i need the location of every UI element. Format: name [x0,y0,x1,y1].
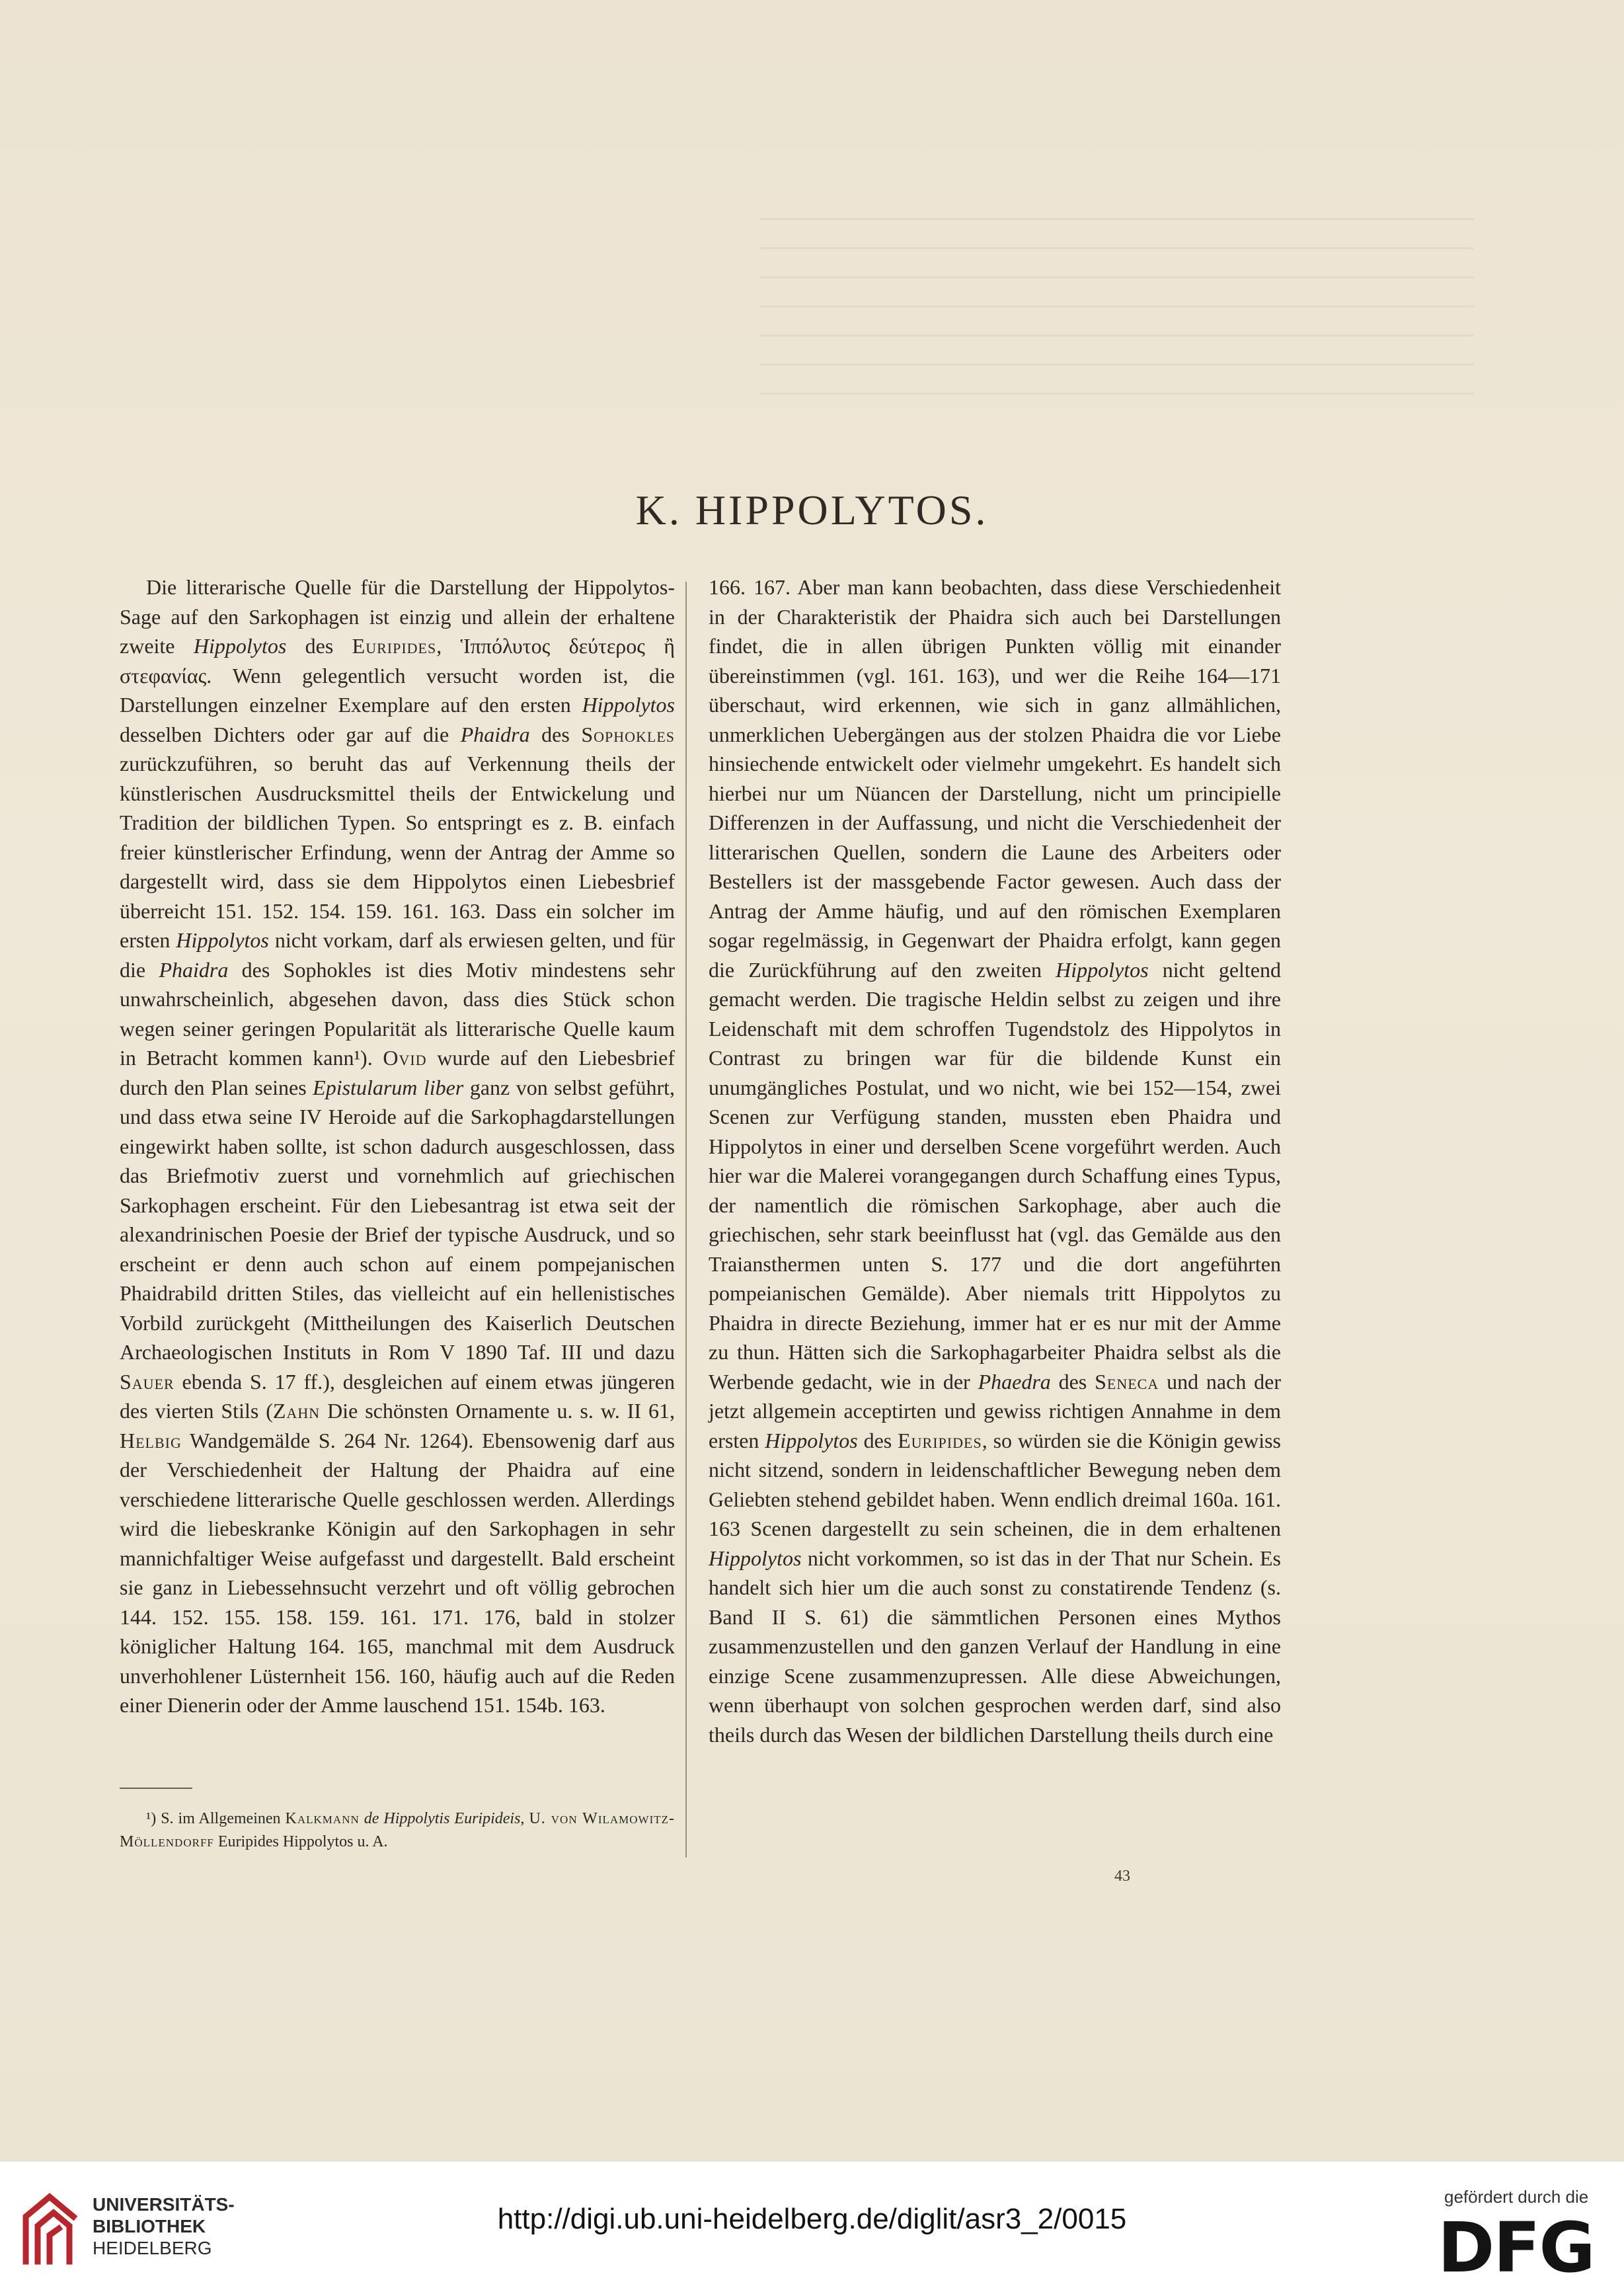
author-name-text: Euripides [898,1428,982,1452]
body-text-run: ¹) S. im Allgemeinen [146,1810,286,1827]
body-text-run: Die schönsten Ornamente u. s. w. II 61, [320,1399,676,1423]
author-name-text: Ovid [383,1046,427,1070]
body-text-run: nicht vorkommen, so ist das in der That nur Schein. Es handelt sich hier um die auch sonst zu constatirende Tendenz (s. Band II S. 61) die sämmtlichen Personen eines Mythos zusammenzustellen und den ganzen Verlauf der Handlung in eine einzige Scene zusammenzupressen. Alle diese Abweichungen, wenn überhaupt von solchen gesprochen werden darf, sind also theils durch das Wesen der bildlichen Darstellung theils durch eine [709,1546,1281,1747]
left-column-paragraph [120,572,675,1720]
italic-title-text: Phaidra [460,722,530,746]
footnote-rule [120,1788,192,1789]
column-divider [685,582,687,1858]
italic-title-text: Hippolytos [709,1546,802,1570]
library-name-line: UNIVERSITÄTS- [93,2194,235,2215]
body-text-run: des Sophokles ist dies Motiv mindestens sehr unwahrscheinlich, abgesehen davon, dass dies Stück schon wegen seiner geringen Popularität als litterarische Quelle kaum in Betracht kommen kann¹). [120,957,676,1070]
body-text-run: , [520,1810,529,1827]
body-text-run: nicht geltend gemacht werden. Die tragische Heldin selbst zu zeigen und ihre Leidenschaft mit dem schroffen Tugendstolz des Hippolytos in Contrast zu bringen war für die bildende Kunst ein unumgängliches Postulat, und wo nicht, wie bei 152—154, zwei Scenen zur Verfügung standen, mussten eben Phaidra und Hippolytos in einer und derselben Scene vorgeführt werden. Auch hier war die Malerei vorangegangen durch Schaffung eines Typus, der namentlich die römischen Sarkophage, aber auch die griechischen, sehr stark beeinflusst hat (vgl. das Gemälde aus den Traiansthermen unten S. 177 und die dort angeführten pompeianischen Gemälde). Aber niemals tritt Hippolytos zu Phaidra in directe Beziehung, immer hat er es nur mit der Amme zu thun. Hätten sich die Sarkophagarbeiter Phaidra selbst als die Werbende gedacht, wie in der [709,957,1282,1394]
bleed-through-texture [760,218,1474,416]
body-text-run: 166. 167. Aber man kann beobachten, dass diese Verschiedenheit in der Charakteristik der Phaidra sich auch bei Darstellungen findet, die in allen übrigen Punkten völlig mit einander übereinstimmen (vgl. 161. 163), und wer die Reihe 164—171 überschaut, wird erkennen, wie sich in ganz allmählichen, unmerklichen Uebergängen aus der stolzen Phaidra die vor Liebe hinsiechende entwickelt oder vielmehr umgekehrt. Es handelt sich hierbei nur um Nüancen der Darstellung, nicht um principielle Differenzen in der Auffassung, und nicht die Verschiedenheit der litterarischen Quellen, sondern die Laune des Arbeiters oder Bestellers ist der massgebende Factor gewesen. Auch dass der Antrag der Amme häufig, und auf den römischen Exemplaren sogar regelmässig, in Gegenwart der Phaidra erfolgt, kann gegen die Zurückführung auf den zweiten [709,575,1281,982]
body-text-run: des [529,722,582,746]
footer-bar [0,2162,1624,2290]
body-text-run: ganz von selbst geführt, und dass etwa seine IV Heroide auf die Sarkophagdarstellungen eingewirkt haben sollte, ist schon dadurch ausgeschlossen, dass das Briefmotiv zuerst und vornehmlich auf griechischen Sarkophagen erscheint. Für den Liebesantrag ist etwa seit der alexandrinischen Poesie der Brief der typische Ausdruck, und so erscheint er denn auch schon auf einem pompejanischen Phaidrabild dritten Stiles, das vielleicht auf ein hellenistisches Vorbild zurückgeht (Mittheilungen des Kaiserlich Deutschen Archaeologischen Instituts in Rom V 1890 Taf. III und dazu [120,1075,676,1364]
author-name-text: Zahn [272,1399,321,1423]
author-name-text: Euripides [352,634,437,658]
italic-title-text: Phaedra [978,1369,1051,1394]
body-text-run: des [286,634,352,658]
body-text-run: des [857,1428,898,1452]
funded-by-label: gefördert durch die [1444,2187,1589,2207]
body-text-run: Wandgemälde S. 264 Nr. 1264). Ebensowenig darf aus der Verschiedenheit der Haltung der Phaidra auf eine verschiedene litterarische Quelle geschlossen werden. Allerdings wird die liebeskranke Königin auf den Sarkophagen in sehr mannichfaltiger Weise aufgefasst und dargestellt. Bald erscheint sie ganz in Liebessehnsucht verzehrt und oft völlig gebrochen 144. 152. 155. 158. 159. 161. 171. 176, bald in stolzer königlicher Haltung 164. 165, manchmal mit dem Ausdruck unverhohlener Lüsternheit 156. 160, häufig auch auf die Reden einer Dienerin oder der Amme lauschend 151. 154b. 163. [120,1428,675,1717]
italic-title-text: Phaidra [159,957,229,982]
right-column-paragraph [709,572,1281,1749]
body-text-run: zurückzuführen, so beruht das auf Verkennung theils der künstlerischen Ausdrucksmittel theils der Entwickelung und Tradition der bildlichen Typen. So entspringt es z. B. einfach freier künstlerischer Erfindung, wenn der Antrag der Amme so dargestellt wird, dass sie dem Hippolytos einen Liebesbrief überreicht 151. 152. 154. 159. 161. 163. Dass ein solcher im ersten [120,752,675,952]
footnote [120,1807,675,1854]
body-text-run: Die litterarische Quelle für die Darstellung der Hippolytos-Sage auf den Sarkophagen ist einzig und allein der erhaltene zweite [120,575,675,658]
body-text-run: desselben Dichters oder gar auf die [120,722,461,746]
body-text-run: , Ἱππόλυτος δεύτερος ἢ στεφανίας. Wenn gelegentlich versucht worden ist, die Darstellungen einzelner Exemplare auf den ersten [120,634,676,717]
right-text-column [709,572,1281,1749]
left-text-column [120,572,675,1720]
body-text-run: ebenda S. 17 ff.), desgleichen auf einem etwas jüngeren des vierten Stils ( [120,1369,675,1423]
library-name-line: HEIDELBERG [93,2238,212,2258]
author-name-text: Helbig [120,1428,182,1452]
body-text-run: , so würden sie die Königin gewiss nicht sitzend, sondern in leidenschaftlicher Bewegung neben dem Geliebten stehend gebildet haben. Wenn endlich dreimal 160a. 161. 163 Scenen dargestellt zu sein scheinen, die in dem erhaltenen [709,1428,1281,1540]
permalink-url[interactable]: http://digi.ub.uni-heidelberg.de/diglit/asr3_2/0015 [497,2203,1127,2235]
body-text-run: nicht vorkam, darf als erwiesen gelten, und für die [120,928,675,982]
italic-title-text: Hippolytos [1056,957,1149,982]
italic-title-text: Hippolytos [193,634,287,658]
author-name-text: Seneca [1095,1369,1159,1394]
page-title: K. HIPPOLYTOS. [635,487,989,533]
body-text-run [360,1810,364,1827]
italic-title-text: Hippolytos [582,693,675,717]
library-name-line: BIBLIOTHEK [93,2216,206,2236]
italic-title-text: Hippolytos [176,928,269,952]
body-text-run: Euripides Hippolytos u. A. [213,1833,388,1850]
body-text-run: wurde auf den Liebesbrief durch den Plan seines [120,1046,676,1099]
italic-title-text: Epistularum liber [313,1075,464,1099]
italic-title-text: Hippolytos [765,1428,858,1452]
author-name-text: Sauer [120,1369,174,1394]
author-name-text: Sophokles [581,722,676,746]
author-name-text: Kalkmann [285,1810,360,1827]
body-text-run: und nach der jetzt allgemein acceptirten und gewiss richtigen Annahme in dem ersten [709,1369,1282,1452]
italic-title-text: de Hippolytis Euripideis [364,1810,521,1827]
dfg-logo[interactable]: DFG [1438,2207,1594,2288]
body-text-run: des [1050,1369,1095,1394]
author-name-text: U. von Wilamowitz-Möllendorff [120,1810,676,1850]
page-number: 43 [1114,1868,1130,1885]
